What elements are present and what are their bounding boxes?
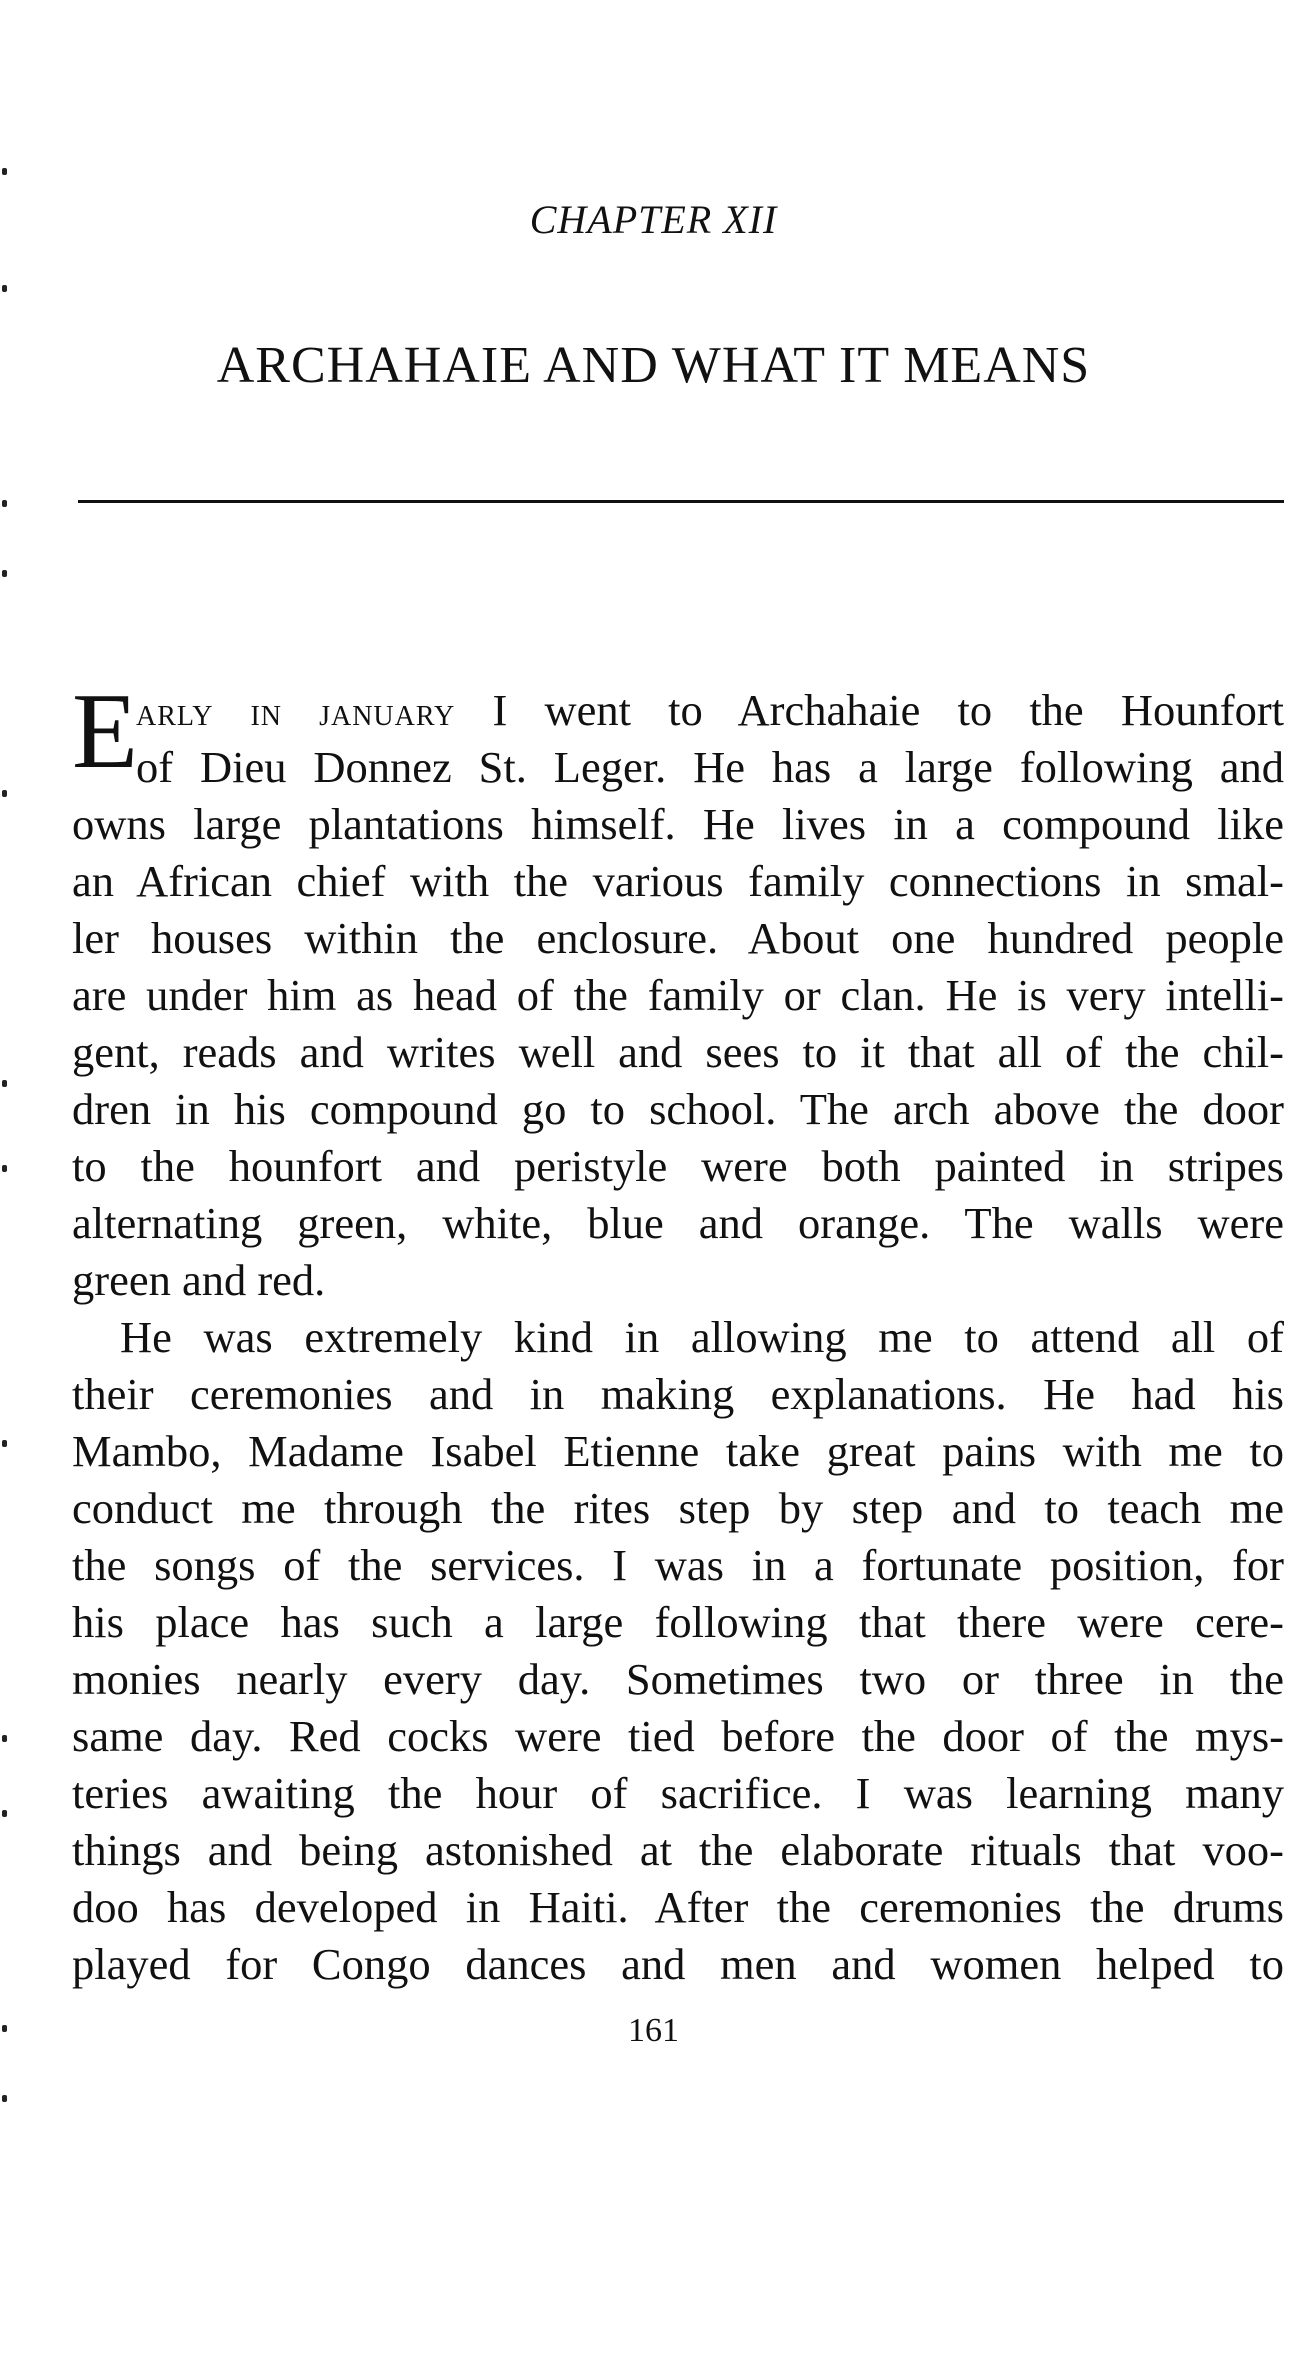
drop-cap: E (72, 672, 138, 791)
text-line: dren in his compound go to school. The arch above the door (72, 1084, 1284, 1134)
text-line: conduct me through the rites step by step and to teach me (72, 1483, 1284, 1533)
text-line: green and red. (72, 1255, 326, 1305)
text-line: gent, reads and writes well and sees to it that all of the chil- (72, 1027, 1284, 1077)
text-line: ler houses within the enclosure. About one hundred people (72, 913, 1284, 963)
scan-margin-mark (2, 1810, 7, 1817)
text-line: owns large plantations himself. He lives in a compound like (72, 799, 1284, 849)
text-line: to the hounfort and peristyle were both painted in stripes (72, 1141, 1284, 1191)
scan-margin-mark (2, 2025, 7, 2032)
scan-margin-mark (2, 168, 7, 175)
scan-margin-mark (2, 1440, 7, 1447)
scan-margin-mark (2, 570, 7, 577)
text-line: He was extremely kind in allowing me to attend all of (120, 1312, 1284, 1362)
scan-margin-mark (2, 1735, 7, 1742)
text-line: his place has such a large following that there were cere- (72, 1597, 1284, 1647)
first-line-text: I went to Archahaie to the Hounfort (492, 685, 1285, 735)
chapter-heading: CHAPTER XII (529, 197, 778, 242)
scan-margin-mark (2, 500, 7, 507)
scan-margin-mark (2, 2095, 7, 2102)
text-line: played for Congo dances and men and women helped to (72, 1939, 1284, 1989)
text-line: of Dieu Donnez St. Leger. He has a large following and (136, 742, 1284, 792)
text-line: teries awaiting the hour of sacrifice. I was learning many (72, 1768, 1284, 1818)
divider-rule (78, 500, 1284, 503)
text-line: things and being astonished at the elaborate rituals that voo- (72, 1825, 1284, 1875)
page-number: 161 (628, 2012, 679, 2049)
text-line: are under him as head of the family or clan. He is very intelli- (72, 970, 1284, 1020)
scan-margin-mark (2, 1165, 7, 1172)
scan-margin-mark (2, 285, 7, 292)
small-caps-opening: arly in january (136, 689, 456, 734)
text-line: monies nearly every day. Sometimes two or three in the (72, 1654, 1284, 1704)
scan-margin-mark (2, 790, 7, 797)
text-line: an African chief with the various family connections in smal- (72, 856, 1284, 906)
text-line: their ceremonies and in making explanations. He had his (72, 1369, 1284, 1419)
chapter-title: ARCHAHAIE AND WHAT IT MEANS (216, 337, 1091, 394)
text-line: same day. Red cocks were tied before the door of the mys- (72, 1711, 1284, 1761)
text-line: doo has developed in Haiti. After the ceremonies the drums (72, 1882, 1284, 1932)
text-line: Mambo, Madame Isabel Etienne take great pains with me to (72, 1426, 1284, 1476)
scan-margin-mark (2, 1080, 7, 1087)
text-line (136, 682, 1284, 739)
text-line: the songs of the services. I was in a fortunate position, for (72, 1540, 1284, 1590)
text-line: alternating green, white, blue and orange. The walls were (72, 1198, 1284, 1248)
